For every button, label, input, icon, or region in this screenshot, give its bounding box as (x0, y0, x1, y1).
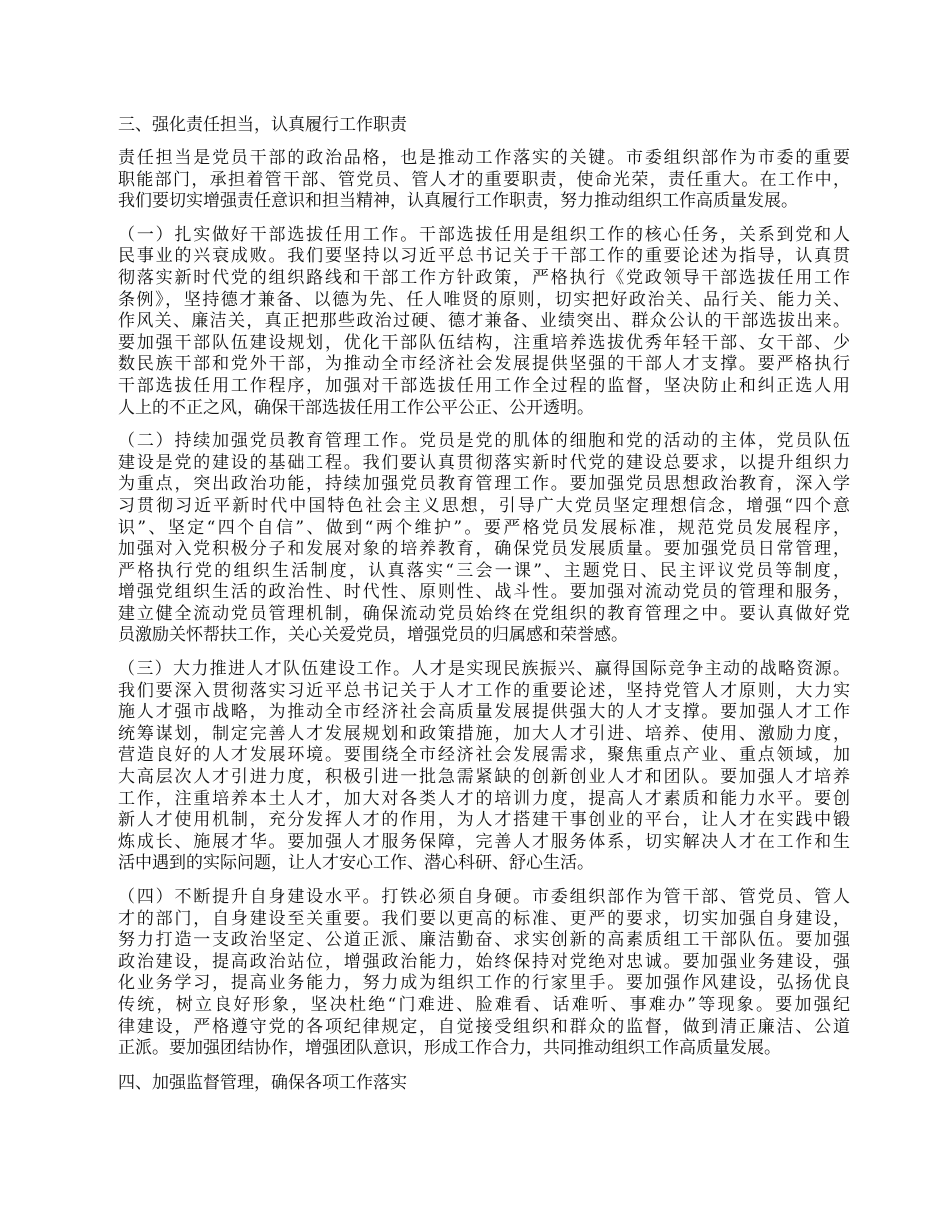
text-line: 营造良好的人才发展环境。要围绕全市经济社会发展需求，聚焦重点产业、重点领域，加 (118, 745, 850, 766)
text-line: 职能部门，承担着管干部、管党员、管人才的重要职责，使命光荣，责任重大。在工作中， (118, 169, 850, 190)
text-line: 统筹谋划，制定完善人才发展规划和政策措施，加大人才引进、培养、使用、激励力度， (118, 723, 850, 744)
text-line: 民事业的兴衰成败。我们要坚持以习近平总书记关于干部工作的重要论述为指导，认真贯 (118, 246, 850, 267)
text-line: （三）大力推进人才队伍建设工作。人才是实现民族振兴、赢得国际竞争主动的战略资源。 (118, 659, 850, 680)
text-line: 加强对入党积极分子和发展对象的培养教育，确保党员发展质量。要加强党员日常管理， (118, 539, 850, 560)
text-line: （一）扎实做好干部选拔任用工作。干部选拔任用是组织工作的核心任务，关系到党和人 (118, 224, 850, 245)
text-line: 要加强干部队伍建设规划，优化干部队伍结构，注重培养选拔优秀年轻干部、女干部、少 (118, 332, 850, 353)
section-heading-4: 四、加强监督管理，确保各项工作落实 (118, 1072, 407, 1093)
text-line: 作风关、廉洁关，真正把那些政治过硬、德才兼备、业绩突出、群众公认的干部选拔出来。 (118, 311, 850, 332)
text-line: 人上的不正之风，确保干部选拔任用工作公平公正、公开透明。 (118, 397, 594, 418)
paragraph (118, 225, 850, 419)
text-line: 努力打造一支政治坚定、公道正派、廉洁勤奋、求实创新的高素质组工干部队伍。要加强 (118, 930, 850, 951)
text-line: 我们要切实增强责任意识和担当精神，认真履行工作职责，努力推动组织工作高质量发展。 (118, 191, 798, 212)
text-line: 建设是党的建设的基础工程。我们要认真贯彻落实新时代党的建设总要求，以提升组织力 (118, 452, 850, 473)
paragraph (118, 887, 850, 1060)
text-line: 传统，树立良好形象，坚决杜绝“门难进、脸难看、话难听、事难办”等现象。要加强纪 (118, 994, 850, 1015)
paragraph (118, 431, 850, 647)
text-line: 条例》，坚持德才兼备、以德为先、任人唯贤的原则，切实把好政治关、品行关、能力关、 (118, 289, 850, 310)
text-line: 施人才强市战略，为推动全市经济社会高质量发展提供强大的人才支撑。要加强人才工作 (118, 702, 850, 723)
text-line: 化业务学习，提高业务能力，努力成为组织工作的行家里手。要加强作风建设，弘扬优良 (118, 973, 850, 994)
text-line: 正派。要加强团结协作，增强团队意识，形成工作合力，共同推动组织工作高质量发展。 (118, 1038, 781, 1059)
text-line: （四）不断提升自身建设水平。打铁必须自身硬。市委组织部作为管干部、管党员、管人 (118, 887, 850, 907)
text-line: 工作，注重培养本土人才，加大对各类人才的培训力度，提高人才素质和能力水平。要创 (118, 788, 850, 809)
text-line: 员激励关怀帮扶工作，关心关爱党员，增强党员的归属感和荣誉感。 (118, 625, 628, 646)
text-line: 活中遇到的实际问题，让人才安心工作、潜心科研、舒心生活。 (118, 853, 594, 874)
text-line: 干部选拔任用工作程序，加强对干部选拔任用工作全过程的监督，坚决防止和纠正选人用 (118, 375, 850, 396)
text-line: 我们要深入贯彻落实习近平总书记关于人才工作的重要论述，坚持党管人才原则，大力实 (118, 680, 850, 701)
text-line: 增强党组织生活的政治性、时代性、原则性、战斗性。要加强对流动党员的管理和服务， (118, 582, 850, 603)
text-line: 责任担当是党员干部的政治品格，也是推动工作落实的关键。市委组织部作为市委的重要 (118, 148, 850, 168)
paragraph (118, 148, 850, 213)
text-line: 数民族干部和党外干部，为推动全市经济社会发展提供坚强的干部人才支撑。要严格执行 (118, 354, 850, 375)
text-line: 严格执行党的组织生活制度，认真落实“三会一课”、主题党日、民主评议党员等制度， (118, 560, 850, 581)
text-line: （二）持续加强党员教育管理工作。党员是党的肌体的细胞和党的活动的主体，党员队伍 (118, 431, 850, 452)
text-line: 新人才使用机制，充分发挥人才的作用，为人才搭建干事创业的平台，让人才在实践中锻 (118, 810, 850, 831)
text-line: 为重点，突出政治功能，持续加强党员教育管理工作。要加强党员思想政治教育，深入学 (118, 474, 850, 495)
text-line: 建立健全流动党员管理机制，确保流动党员始终在党组织的教育管理之中。要认真做好党 (118, 603, 850, 624)
paragraph (118, 659, 850, 875)
text-line: 政治建设，提高政治站位，增强政治能力，始终保持对党绝对忠诚。要加强业务建设，强 (118, 951, 850, 972)
text-line: 炼成长、施展才华。要加强人才服务保障，完善人才服务体系，切实解决人才在工作和生 (118, 831, 850, 852)
text-line: 彻落实新时代党的组织路线和干部工作方针政策，严格执行《党政领导干部选拔任用工作 (118, 267, 850, 288)
text-line: 习贯彻习近平新时代中国特色社会主义思想，引导广大党员坚定理想信念，增强“四个意 (118, 495, 850, 516)
text-line: 大高层次人才引进力度，积极引进一批急需紧缺的创新创业人才和团队。要加强人才培养 (118, 767, 850, 788)
text-line: 才的部门，自身建设至关重要。我们要以更高的标准、更严的要求，切实加强自身建设， (118, 908, 850, 929)
text-line: 律建设，严格遵守党的各项纪律规定，自觉接受组织和群众的监督，做到清正廉洁、公道 (118, 1016, 850, 1037)
text-line: 识”、坚定“四个自信”、做到“两个维护”。要严格党员发展标准，规范党员发展程序， (118, 517, 850, 538)
section-heading-3: 三、强化责任担当，认真履行工作职责 (118, 115, 407, 135)
paragraphs (118, 148, 850, 1060)
document-page (118, 114, 850, 1106)
